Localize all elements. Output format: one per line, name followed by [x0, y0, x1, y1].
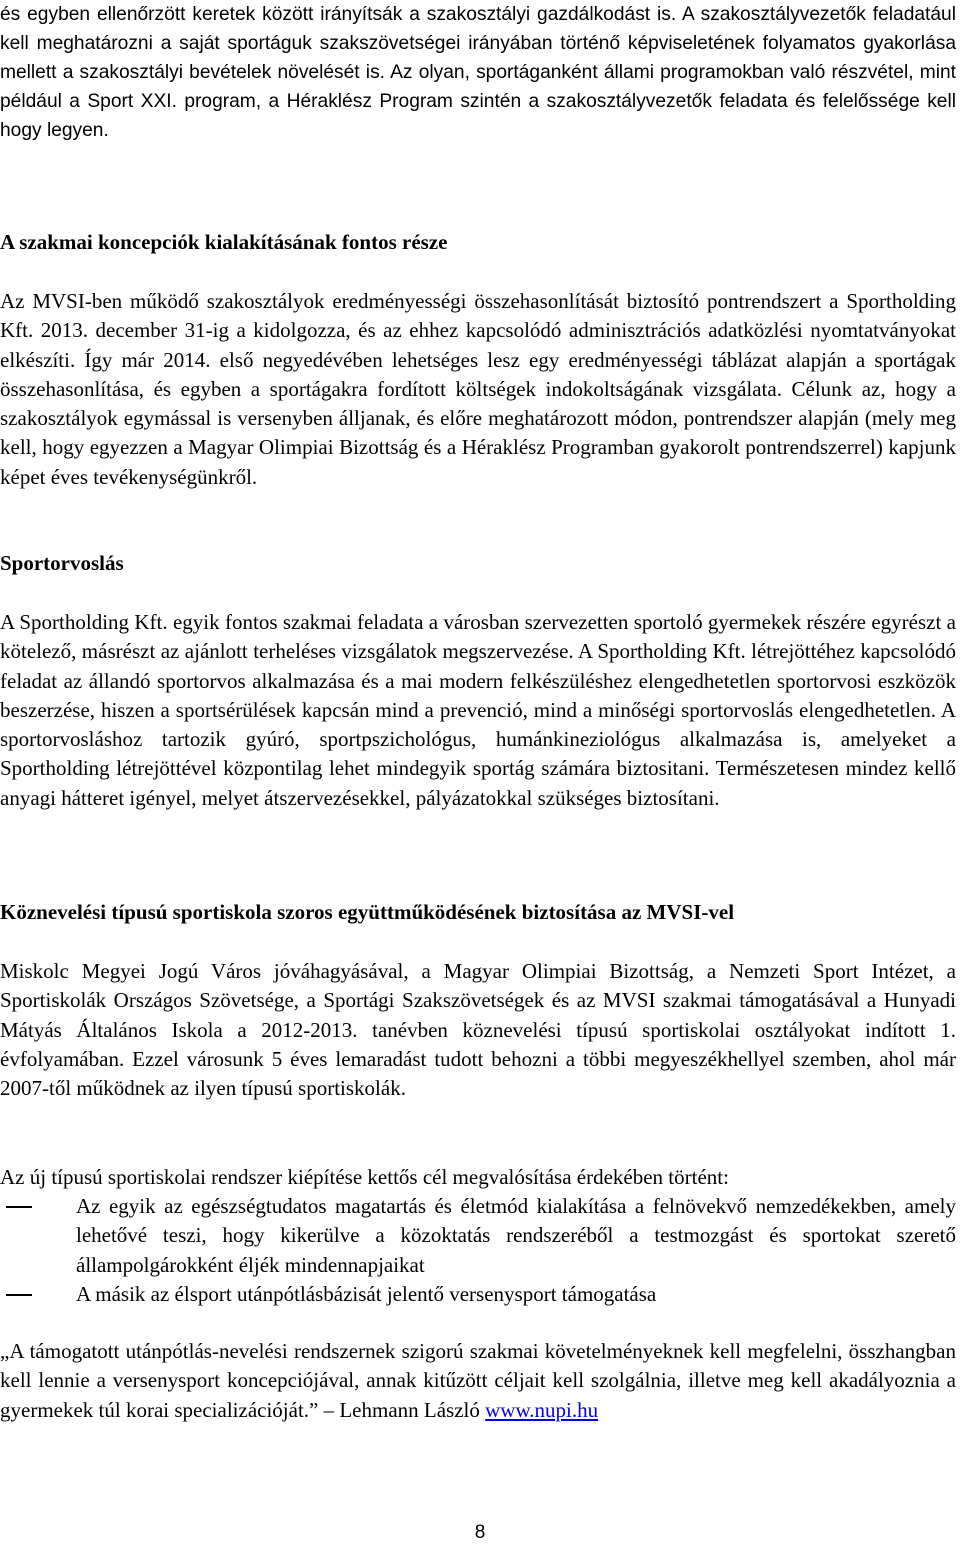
section-body-sports-school: Miskolc Megyei Jogú Város jóváhagyásával, a Magyar Olimpiai Bizottság, a Nemzeti Sport Intézet, a Sportiskolák Országos Szövetsége, a Sportági Szakszövetségek és az MVSI szakmai támogatásával a Hunyadi Mátyás Általános Iskola a 2012-2013. tanévben köznevelési típusú sportiskolai osztályokat indított 1. évfolyamában. Ezzel városunk 5 éves lemaradást tudott behozni a többi megyeszékhellyel szemben, ahol már 2007-től működnek az ilyen típusú sportiskolák. [0, 959, 956, 1101]
goals-list [0, 1192, 956, 1309]
intro-paragraph: és egyben ellenőrzött keretek között irányítsák a szakosztályi gazdálkodást is. A szakosztályvezetők feladatául kell meghatározni a saját sportáguk szakszövetségei irányában történő képviseletének folyamatos gyakorlása mellett a szakosztályi bevételek növelését is. Az olyan, sportáganként állami programokban való részvétel, mint például a Sport XXI. program, a Héraklész Program szintén a szakosztályvezetők feladata és felelőssége kell hogy legyen. [0, 4, 956, 141]
section-body-sports-medicine: A Sportholding Kft. egyik fontos szakmai feladata a városban szervezetten sportoló gyermekek részére egyrészt a kötelező, másrészt az ajánlott terheléses vizsgálatok megszervezése. A Sportholding Kft. létrejöttéhez kapcsolódó feladat az állandó sportorvos alkalmazása és a mai modern felkészüléshez elengedhetetlen sportorvosi eszközök beszerzése, hiszen a sportsérülések kapcsán mind a prevenció, mind a minőségi sportorvoslás elengedhetetlen. A sportorvosláshoz tartozik gyúró, sportpszichológus, humánkineziológus alkalmazása is, amelyeket a Sportholding létrejöttével központilag lehet mindegyik sportág számára biztositani. Természetesen mindez kellő anyagi hátteret igényel, melyet átszervezésekkel, pályázatokkal szükséges biztosítani. [0, 610, 956, 810]
page-number: 8 [474, 1522, 486, 1543]
section-heading-concepts: A szakmai koncepciók kialakításának fontos része [0, 230, 448, 254]
quote-paragraph [0, 1337, 956, 1425]
section-body-concepts: Az MVSI-ben működő szakosztályok eredményességi összehasonlítását biztosító pontrendszert a Sportholding Kft. 2013. december 31-ig a kidolgozza, és az ehhez kapcsolódó adminisztrációs adatközlési nyomtatványokat elkészíti. Így már 2014. első negyedévében lehetséges lesz egy eredményességi táblázat alapján a sportágak összehasonlítása, és egyben a sportágakra fordított költségek indokoltságának vizsgálata. Célunk az, hogy a szakosztályok egymással is versenyben álljanak, és előre meghatározott módon, pontrendszer alapján (mely meg kell, hogy egyezzen a Magyar Olimpiai Bizottság és a Héraklész Programban gyakorolt pontrendszerrel) kapjunk képet éves tevékenységünkről. [0, 289, 956, 489]
list-item [0, 1192, 956, 1280]
nupi-link[interactable]: www.nupi.hu [485, 1397, 599, 1422]
list-intro: Az új típusú sportiskolai rendszer kiépítése kettős cél megvalósítása érdekében történt: [0, 1165, 729, 1189]
list-item [0, 1280, 956, 1309]
dash-bullet-icon [6, 1294, 32, 1296]
dash-bullet-icon [6, 1206, 32, 1208]
list-item-text: A másik az élsport utánpótlásbázisát jelentő versenysport támogatása [76, 1281, 657, 1306]
quote-text: „A támogatott utánpótlás-nevelési rendszernek szigorú szakmai követelményeknek kell megfelelni, összhangban kell lennie a versenysport koncepciójával, annak kitűzött céljait kell szolgálnia, illetve meg kell akadályoznia a gyermekek túl korai specializációját.” – Lehmann László [0, 1339, 956, 1422]
section-heading-sports-medicine: Sportorvoslás [0, 551, 124, 575]
list-item-text: Az egyik az egészségtudatos magatartás és életmód kialakítása a felnövekvő nemzedékekben, amely lehetővé teszi, hogy kikerülve a közoktatás rendszeréből a testmozgást és sportokat szerető állampolgárokként éljék mindennapjaikat [76, 1194, 956, 1277]
section-heading-sports-school: Köznevelési típusú sportiskola szoros együttműködésének biztosítása az MVSI-vel [0, 900, 735, 924]
